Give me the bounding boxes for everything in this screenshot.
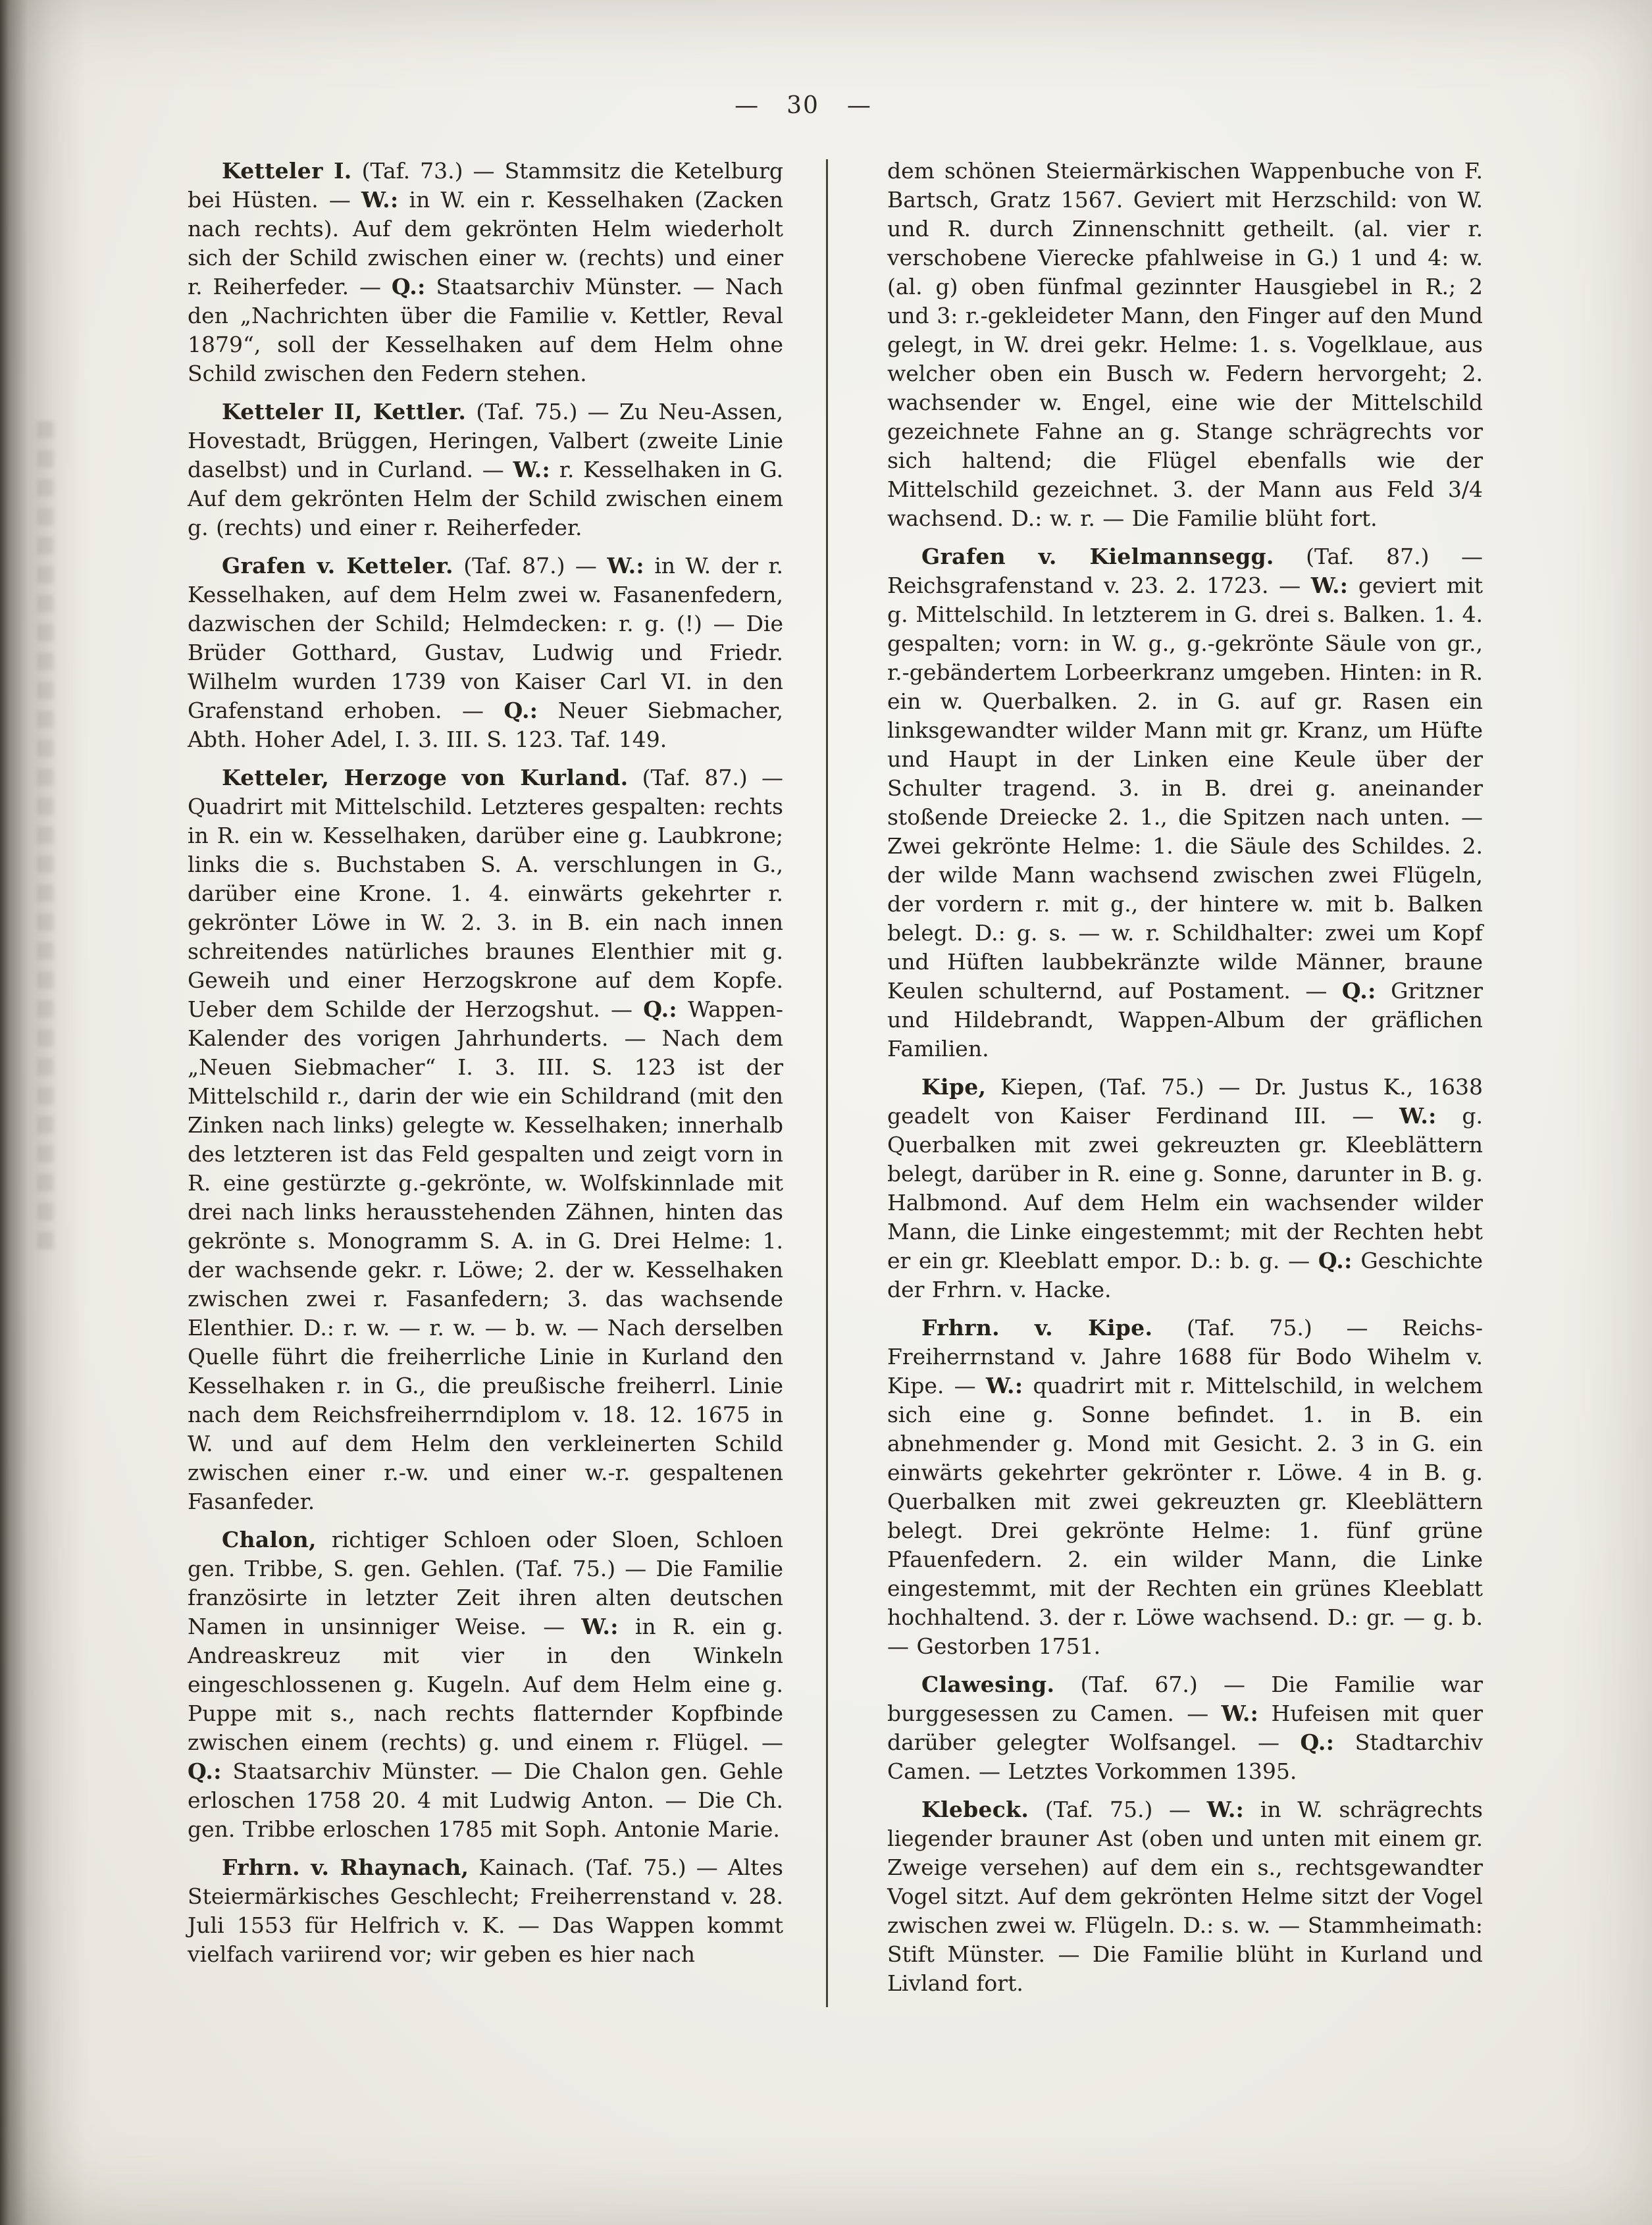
entry-heading: Grafen v. Ketteler. xyxy=(222,553,453,578)
entry-heading: Ketteler II, Kettler. xyxy=(222,399,467,424)
entry-heading: Kipe, xyxy=(921,1074,987,1100)
entry-heading: Ketteler, Herzoge von Kurland. xyxy=(222,765,629,790)
entry-body: richtiger Schloen oder Sloen, Schloen gen. Tribbe, S. gen. Gehlen. (Taf. 75.) — Die Familie französirte in letzter Zeit ihren alten deutschen Namen in unsinniger Weise. — W.: in R. ein g. Andreaskreuz mit vier in den Winkeln eingeschlossenen g. Kugeln. Auf dem Helm eine g. Puppe mit s., nach rechts flatternder Kopfbinde zwischen einem (rechts) g. und einem r. Flügel. — Q.: Staatsarchiv Münster. — Die Chalon gen. Gehle erloschen 1758 20. 4 mit Ludwig Anton. — Die Ch. gen. Tribbe erloschen 1785 mit Soph. Antonie Marie. xyxy=(188,1527,783,1842)
entry-body: (Taf. 75.) — Reichs-Freiherrnstand v. Jahre 1688 für Bodo Wihelm v. Kipe. — W.: quadrirt mit r. Mittelschild, in welchem sich eine g. Sonne befindet. 1. in B. ein abnehmender g. Mond mit Gesicht. 2. 3 in G. ein einwärts gekehrter gekrönter r. Löwe. 4 in B. g. Querbalken mit zwei gekreuzten gr. Kleeblättern belegt. Drei gekrönte Helme: 1. fünf grüne Pfauenfedern. 2. ein wilder Mann, die Linke eingestemmt, mit der Rechten ein grünes Kleeblatt hochhaltend. 3. der r. Löwe wachsend. D.: gr. — g. b. — Gestorben 1751. xyxy=(887,1315,1483,1659)
entry-clawesing xyxy=(887,1670,1483,1786)
entry-frhrn-v-kipe xyxy=(887,1314,1483,1661)
entry-body: (Taf. 87.) — W.: in W. der r. Kesselhaken, auf dem Helm zwei w. Fasanenfedern, dazwischen der Schild; Helmdecken: r. g. (!) — Die Brüder Gotthard, Gustav, Ludwig und Friedr. Wilhelm wurden 1739 von Kaiser Carl VI. in den Grafenstand erhoben. — Q.: Neuer Siebmacher, Abth. Hoher Adel, I. 3. III. S. 123. Taf. 149. xyxy=(188,553,783,752)
entry-body: (Taf. 87.) — Quadrirt mit Mittelschild. Letzteres gespalten: rechts in R. ein w. Kesselhaken, darüber eine g. Laubkrone; links die s. Buchstaben S. A. verschlungen in G., darüber eine Krone. 1. 4. einwärts gekehrter r. gekrönter Löwe in W. 2. 3. in B. ein nach innen schreitendes natürliches braunes Elenthier mit g. Geweih und einer Herzogskrone auf dem Kopfe. Ueber dem Schilde der Herzogshut. — Q.: Wappen-Kalender des vorigen Jahrhunderts. — Nach dem „Neuen Siebmacher“ I. 3. III. S. 123 ist der Mittelschild r., darin der wie ein Schildrand (mit den Zinken nach links) gelegte w. Kesselhaken; innerhalb des letzteren ist das Feld gespalten und zeigt vorn in R. eine gestürzte g.-gekrönte, w. Wolfskinnlade mit drei nach links herausstehenden Zähnen, hinten das gekrönte s. Monogramm S. A. in G. Drei Helme: 1. der wachsende gekr. r. Löwe; 2. der w. Kesselhaken zwischen zwei r. Fasanfedern; 3. das wachsende Elenthier. D.: r. w. — r. w. — b. w. — Nach derselben Quelle führt die freiherrliche Linie in Kurland den Kesselhaken r. in G., die preußische freiherrl. Linie nach dem Reichsfreiherrndiplom v. 18. 12. 1675 in W. und auf dem Helm den verkleinerten Schild zwischen einer r.-w. und einer w.-r. gespaltenen Fasanfeder. xyxy=(188,765,783,1514)
right-column xyxy=(887,157,1483,2007)
text-block xyxy=(188,157,1483,2007)
entry-heading: Frhrn. v. Kipe. xyxy=(921,1315,1153,1341)
entry-heading: Grafen v. Kielmannsegg. xyxy=(921,544,1274,569)
entry-heading: Klebeck. xyxy=(921,1797,1029,1822)
column-divider-rule xyxy=(826,159,828,2007)
header-rule-right: — xyxy=(846,92,871,119)
entry-heading: Chalon, xyxy=(222,1527,317,1552)
entry-frhrn-v-rhaynach xyxy=(188,1853,783,1969)
entry-heading: Clawesing. xyxy=(921,1672,1055,1697)
entry-body: (Taf. 87.) — Reichsgrafenstand v. 23. 2. 1723. — W.: geviert mit g. Mittelschild. In letzterem in G. drei s. Balken. 1. 4. gespalten; vorn: in W. g., g.-gekrönte Säule von gr., r.-gebändertem Lorbeerkranz umgeben. Hinten: in R. ein w. Querbalken. 2. in G. auf gr. Rasen ein linksgewandter wilder Mann mit gr. Kranz, um Hüfte und Haupt in der Linken eine Keule über der Schulter tragend. 3. in B. drei g. aneinander stoßende Dreiecke 2. 1., die Spitzen nach unten. — Zwei gekrönte Helme: 1. die Säule des Schildes. 2. der wilde Mann wachsend zwischen zwei Flügeln, der vordern r. mit g., der hintere w. mit b. Balken belegt. D.: g. s. — w. r. Schildhalter: zwei um Kopf und Hüften laubbekränzte wilde Männer, braune Keulen schulternd, auf Postament. — Q.: Gritzner und Hildebrandt, Wappen-Album der gräflichen Familien. xyxy=(887,544,1483,1061)
entry-grafen-v-kielmannsegg xyxy=(887,542,1483,1063)
entry-kipe xyxy=(887,1073,1483,1304)
entry-rhaynach-continuation xyxy=(887,157,1483,533)
page-bleed-marks xyxy=(37,421,54,1250)
entry-ketteler-ii xyxy=(188,397,783,542)
entry-body: (Taf. 67.) — Die Familie war burggesessen zu Camen. — W.: Hufeisen mit quer darüber gelegter Wolfsangel. — Q.: Stadtarchiv Camen. — Letztes Vorkommen 1395. xyxy=(887,1672,1483,1784)
entry-heading: Frhrn. v. Rhaynach, xyxy=(222,1854,469,1880)
entry-chalon xyxy=(188,1525,783,1844)
entry-heading: Ketteler I. xyxy=(222,158,352,184)
page-header xyxy=(86,92,1520,119)
entry-body: Kiepen, (Taf. 75.) — Dr. Justus K., 1638 geadelt von Kaiser Ferdinand III. — W.: g. Querbalken mit zwei gekreuzten gr. Kleeblättern belegt, darüber in R. eine g. Sonne, darunter in B. g. Halbmond. Auf dem Helm ein wachsender wilder Mann, die Linke eingestemmt; mit der Rechten hebt er ein gr. Kleeblatt empor. D.: b. g. — Q.: Geschichte der Frhrn. v. Hacke. xyxy=(887,1074,1483,1302)
entry-grafen-v-ketteler xyxy=(188,551,783,754)
entry-body: dem schönen Steiermärkischen Wappenbuche von F. Bartsch, Gratz 1567. Geviert mit Herzschild: von W. und R. durch Zinnenschnitt getheilt. (al. vier r. verschobene Vierecke pfahlweise in G.) 1 und 4: w. (al. g) oben fünfmal gezinnter Hausgiebel in R.; 2 und 3: r.-gekleideter Mann, den Finger auf den Mund gelegt, in W. drei gekr. Helme: 1. s. Vogelklaue, aus welcher oben ein Busch w. Federn hervorgeht; 2. wachsender w. Engel, eine wie der Mittelschild gezeichnete Fahne an g. Stange schrägrechts vor sich haltend; die Flügel ebenfalls wie der Mittelschild gezeichnet. 3. der Mann aus Feld 3/4 wachsend. D.: w. r. — Die Familie blüht fort. xyxy=(887,158,1483,531)
entry-body: (Taf. 75.) — W.: in W. schrägrechts liegender brauner Ast (oben und unten mit einem gr. Zweige versehen) auf dem ein s., rechtsgewandter Vogel sitzt. Auf dem gekrönten Helme sitzt der Vogel zwischen zwei w. Flügeln. D.: s. w. — Stammheimath: Stift Münster. — Die Familie blüht in Kurland und Livland fort. xyxy=(887,1797,1483,1996)
book-gutter-shadow xyxy=(0,0,86,2225)
entry-ketteler-i xyxy=(188,157,783,388)
page-number: 30 xyxy=(787,92,819,119)
entry-ketteler-herzoge-von-kurland xyxy=(188,763,783,1516)
entry-body: (Taf. 73.) — Stammsitz die Ketelburg bei Hüsten. — W.: in W. ein r. Kesselhaken (Zacken nach rechts). Auf dem gekrönten Helm wiederholt sich der Schild zwischen einer w. (rechts) und einer r. Reiherfeder. — Q.: Staatsarchiv Münster. — Nach den „Nachrichten über die Familie v. Kettler, Reval 1879“, soll der Kesselhaken auf dem Helm ohne Schild zwischen den Federn stehen. xyxy=(188,158,783,386)
left-column xyxy=(188,157,783,1978)
entry-klebeck xyxy=(887,1795,1483,1998)
entry-body: Kainach. (Taf. 75.) — Altes Steiermärkisches Geschlecht; Freiherrenstand v. 28. Juli 1553 für Helfrich v. K. — Das Wappen kommt vielfach variirend vor; wir geben es hier nach xyxy=(188,1854,783,1967)
header-rule-left: — xyxy=(735,92,760,119)
entry-body: (Taf. 75.) — Zu Neu-Assen, Hovestadt, Brüggen, Heringen, Valbert (zweite Linie daselbst) und in Curland. — W.: r. Kesselhaken in G. Auf dem gekrönten Helm der Schild zwischen einem g. (rechts) und einer r. Reiherfeder. xyxy=(188,399,784,540)
